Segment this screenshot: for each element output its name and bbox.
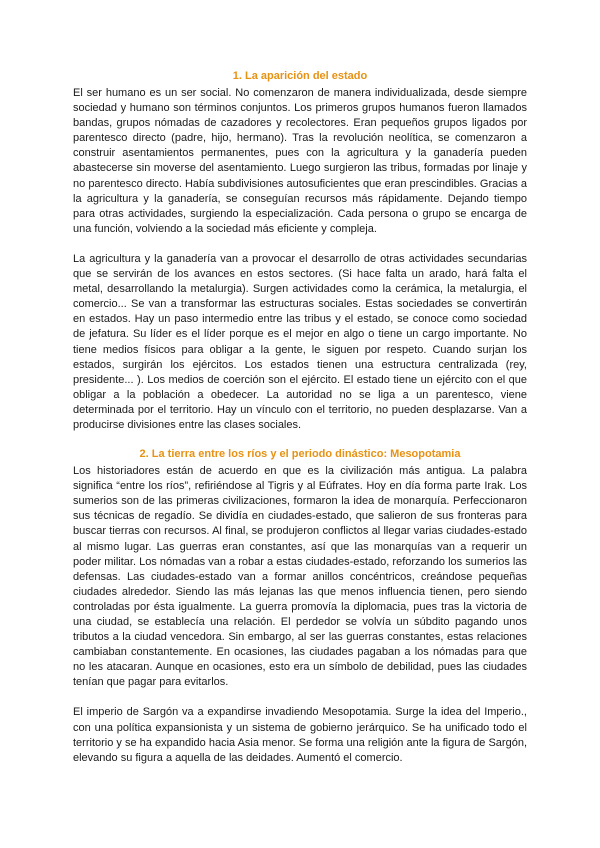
section-1-paragraph-2: La agricultura y la ganadería van a provocar el desarrollo de otras actividades secundarias que se servirán de los avances en estos sectores. (Si hace falta un arado, hará falta el metal, desarrollando la metalurgia). Surgen actividades como la cerámica, la metalurgia, el comercio... Se van a transformar las estructuras sociales. Estas sociedades se convertirán en estados. Hay un paso intermedio entre las tribus y el estado, se conoce como sociedad de jefatura. Su líder es el líder porque es el mejor en algo o tiene un cargo importante. No tiene medios físicos para obligar a la gente, le siguen por respeto. Cuando surjan los estados, surgirán los ejércitos. Los estados tienen una estructura centralizada (rey, presidente... ). Los medios de coerción son el ejército. El estado tiene un ejército con el que obligar a la población a obedecer. La autoridad no se liga a un parentesco, viene determinada por el territorio. Hay un vínculo con el territorio, no pueden desplazarse. Van a producirse divisiones entre las clases sociales.: [73, 252, 527, 431]
section-2-paragraph-2: El imperio de Sargón va a expandirse invadiendo Mesopotamia. Surge la idea del Imperio., con una política expansionista y un sistema de gobierno jerárquico. Se ha unificado todo el territorio y se ha expandido hacia Asia menor. Se forma una religión ante la figura de Sargón, elevando su figura a aquella de las deidades. Aumentó el comercio.: [73, 706, 527, 764]
section-1-paragraph-1: El ser humano es un ser social. No comenzaron de manera individualizada, desde siempre sociedad y humano son términos conjuntos. Los primeros grupos humanos fueron llamados bandas, grupos nómadas de cazadores y recolectores. Eran pequeños grupos ligados por parentesco directo (padre, hijo, hermano). Tras la revolución neolítica, se comenzaron a construir asentamientos permanentes, pues con la agricultura y la ganadería pueden abastecerse sin moverse del asentamiento. Luego surgieron las tribus, formadas por linaje y no parentesco directo. Había subdivisiones autosuficientes que eran prescindibles. Gracias a la agricultura y la ganadería, se conseguían recursos más rápidamente. Dejando tiempo para otras actividades, surgiendo la especialización. Cada persona o grupo se encarga de una función, volviendo a la sociedad más eficiente y compleja.: [73, 87, 527, 235]
spacer: [73, 433, 527, 447]
section-1-heading: 1. La aparición del estado: [232, 70, 368, 82]
section-2-paragraph-1: Los historiadores están de acuerdo en que es la civilización más antigua. La palabra significa “entre los ríos”, refiriéndose al Tigris y al Eúfrates. Hoy en día forma parte Irak. Los sumerios son de las primeras civilizaciones, formaron la idea de monarquía. Perfeccionaron sus técnicas de regadío. Se dividía en ciudades-estado, que salieron de sus fronteras para buscar tierras con recursos. Al final, se produjeron conflictos al llegar varias ciudades-estado al mismo lugar. Las guerras eran constantes, así que las monarquías van a requerir un poder militar. Los nómadas van a robar a estas ciudades-estado, reforzando los sumerios las defensas. Las ciudades-estado van a formar anillos concéntricos, creándose pequeñas ciudades alrededor. Siendo las más lejanas las que menos influencia tienen, pero siendo controladas por ésta igualmente. La guerra promovía la diplomacia, pues tras la victoria de una ciudad, se establecía una relación. El perdedor se volvía un súbdito pagando unos tributos a la ciudad vencedora. Sin embargo, al ser las guerras constantes, estas relaciones cambiaban constantemente. En ocasiones, las ciudades pagaban a los nómadas para que no les atacaran. Aunque en ocasiones, esto era un símbolo de debilidad, pues las ciudades tenían que pagar para evitarlos.: [73, 465, 527, 689]
spacer: [73, 237, 527, 252]
spacer: [73, 690, 527, 705]
section-2-heading: 2. La tierra entre los ríos y el periodo dinástico: Mesopotamia: [139, 448, 461, 461]
